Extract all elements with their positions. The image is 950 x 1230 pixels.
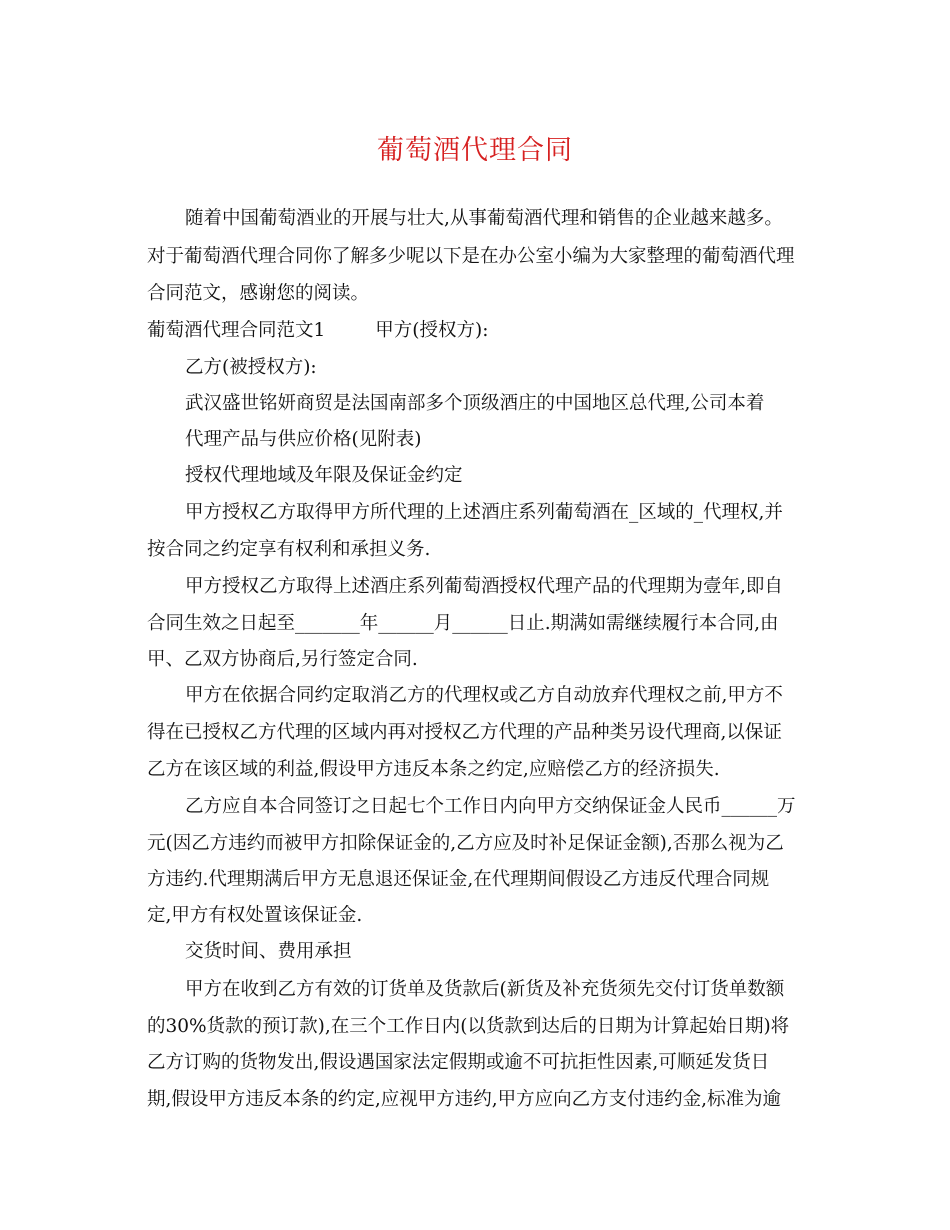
section-heading: 授权代理地域及年限及保证金约定 [185,465,463,486]
paragraph-line: 得在已授权乙方代理的区域内再对授权乙方代理的产品种类另设代理商,以保证 [147,722,782,743]
paragraph-line: 乙方订购的货物发出,假设遇国家法定假期或逾不可抗拒性因素,可顺延发货日 [147,1052,770,1073]
paragraph-line: 定,甲方有权处置该保证金. [147,905,363,926]
paragraph-line: 的30%货款的预订款),在三个工作日内(以货款到达后的日期为计算起始日期)将 [147,1016,790,1037]
paragraph-line: 武汉盛世铭妍商贸是法国南部多个顶级酒庄的中国地区总代理,公司本着 [185,393,765,414]
party-b-label: 乙方(被授权方): [185,357,317,378]
contract-header-line [147,318,488,344]
sample-heading: 葡萄酒代理合同范文1 [147,320,326,341]
paragraph-line: 甲方授权乙方取得甲方所代理的上述酒庄系列葡萄酒在_区域的_代理权,并 [185,502,783,523]
paragraph-line: 甲方授权乙方取得上述酒庄系列葡萄酒授权代理产品的代理期为壹年,即自 [185,576,783,597]
paragraph-line: 甲、乙双方协商后,另行签定合同. [147,649,418,670]
paragraph-line: 对于葡萄酒代理合同你了解多少呢以下是在办公室小编为大家整理的葡萄酒代理 [147,246,795,267]
paragraph-line: 元(因乙方违约而被甲方扣除保证金的,乙方应及时补足保证金额),否那么视为乙 [147,833,784,854]
paragraph-line: 乙方在该区域的利益,假设甲方违反本条之约定,应赔偿乙方的经济损失. [147,759,720,780]
document-title: 葡萄酒代理合同 [377,135,573,166]
party-a-label: 甲方(授权方): [375,320,489,341]
paragraph-line: 方违约.代理期满后甲方无息退还保证金,在代理期间假设乙方违反代理合同规 [147,869,770,890]
paragraph-line: 合同范文，感谢您的阅读。 [147,283,370,304]
paragraph-line: 甲方在收到乙方有效的订货单及货款后(新货及补充货须先交付订货单数额 [185,979,785,1000]
section-heading: 交货时间、费用承担 [185,941,352,962]
paragraph-line: 按合同之约定享有权利和承担义务. [147,539,431,560]
paragraph-line: 随着中国葡萄酒业的开展与壮大,从事葡萄酒代理和销售的企业越来越多。 [185,208,783,229]
paragraph-line: 期,假设甲方违反本条的约定,应视甲方违约,甲方应向乙方支付违约金,标准为逾 [147,1089,782,1110]
paragraph-line: 乙方应自本合同签订之日起七个工作日内向甲方交纳保证金人民币______万 [185,796,796,817]
paragraph-line: 合同生效之日起至_______年______月______日止.期满如需继续履行本合同,由 [147,613,779,634]
paragraph-line: 甲方在依据合同约定取消乙方的代理权或乙方自动放弃代理权之前,甲方不 [185,685,783,706]
section-heading: 代理产品与供应价格(见附表) [185,429,422,450]
